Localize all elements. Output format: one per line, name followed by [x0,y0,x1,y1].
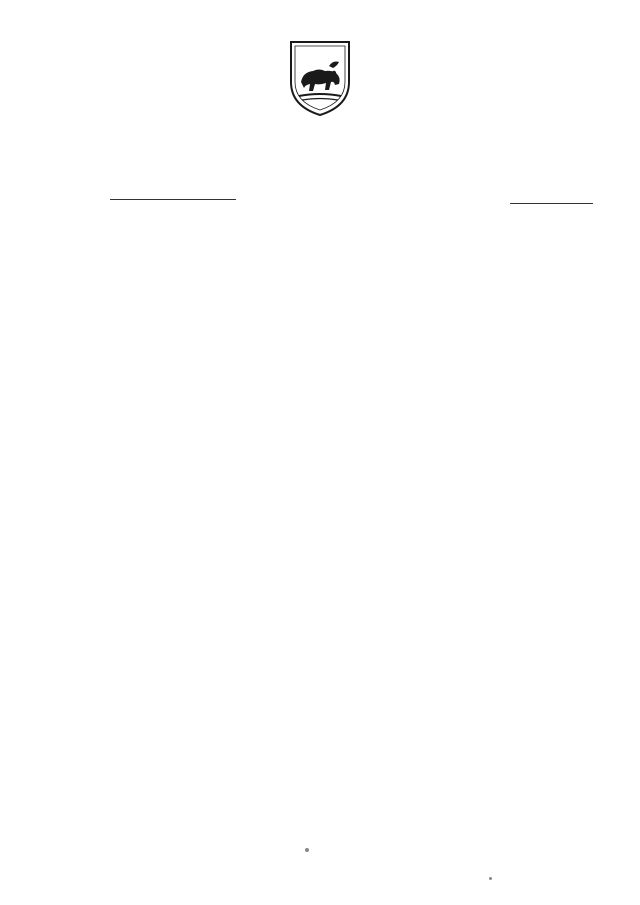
body-line [118,594,595,614]
body-line [135,754,595,774]
date-underline [110,199,236,200]
coat-of-arms-emblem [285,38,355,118]
body-line [118,654,595,674]
body-line [118,794,595,814]
body-line [135,614,595,634]
body-line [118,674,595,694]
body-line [148,474,595,494]
order-verb [128,453,595,473]
body-line [118,534,595,554]
body-line [118,376,595,396]
body-line [118,316,595,336]
body-line [118,714,595,734]
body-line [118,336,595,356]
body-line [118,694,595,714]
body-line [118,514,595,534]
body-line [118,854,595,874]
body-line [148,296,595,316]
body-line [118,814,595,834]
body-line [118,356,595,376]
scan-speck [305,848,309,852]
body-line [118,834,595,854]
body-line [118,884,595,904]
body-line [135,574,595,594]
number-underline [510,203,593,204]
scan-speck [489,877,492,880]
body-line [118,416,595,436]
body-line [118,734,595,754]
body-line [137,634,595,654]
body-line [118,554,595,574]
body-line [118,494,595,514]
body-line [118,396,595,416]
body-line [140,774,595,794]
